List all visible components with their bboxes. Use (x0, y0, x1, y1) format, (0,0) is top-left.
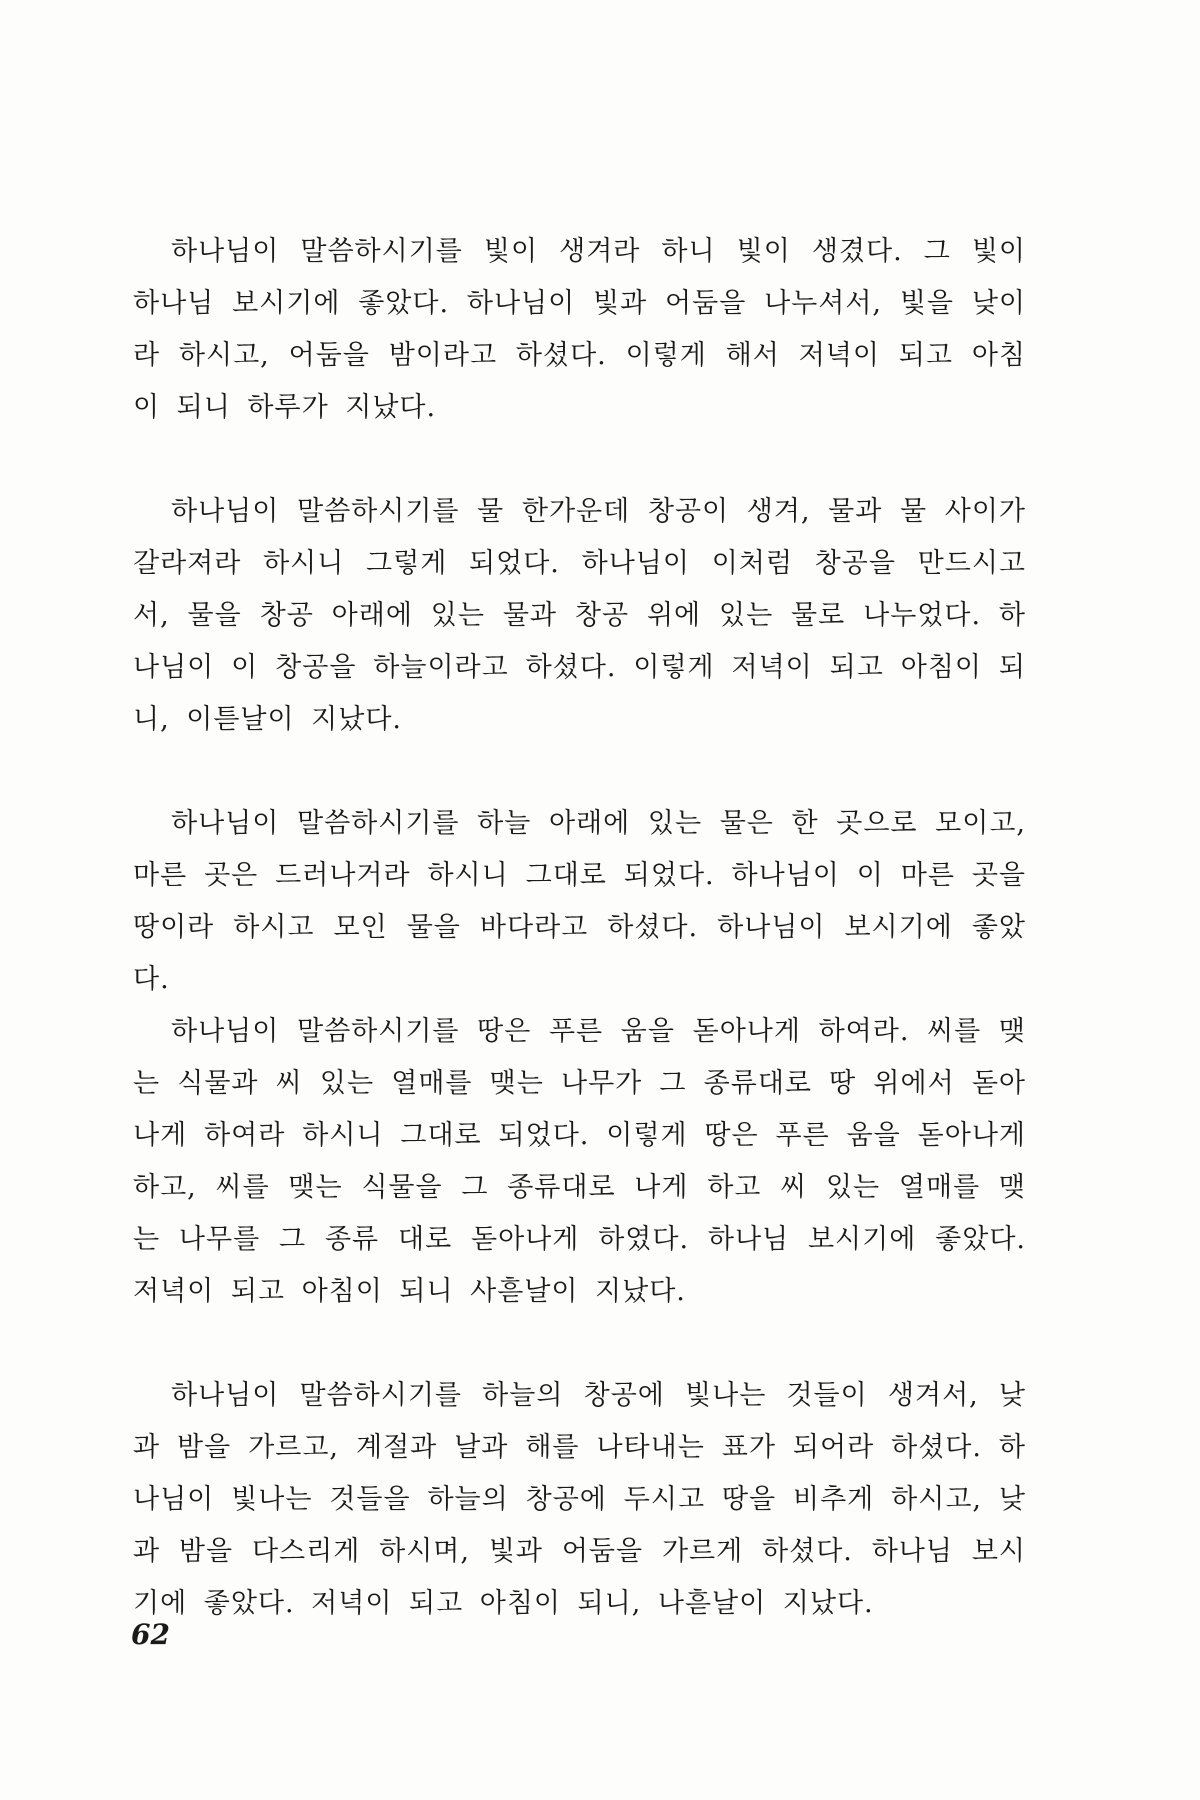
paragraph-day-3-land: 하나님이 말씀하시기를 하늘 아래에 있는 물은 한 곳으로 모이고, 마른 곳은 드러나거라 하시니 그대로 되었다. 하나님이 이 마른 곳을 땅이라 하시고 모인 물을 바다라고 하셨다. 하나님이 보시기에 좋았다. (133, 808, 1026, 995)
paragraph-day-4: 하나님이 말씀하시기를 하늘의 창공에 빛나는 것들이 생겨서, 낮과 밤을 가르고, 계절과 날과 해를 나타내는 표가 되어라 하셨다. 하나님이 빛나는 것들을 하늘의 창공에 두시고 땅을 비추게 하시고, 낮과 밤을 다스리게 하시며, 빛과 어둠을 가르게 하셨다. 하나님 보시기에 좋았다. 저녁이 되고 아침이 되니, 나흗날이 지났다. (133, 1380, 1026, 1619)
body-text (133, 226, 1026, 1630)
page-number: 62 (131, 1618, 170, 1651)
paragraph-day-3-plants: 하나님이 말씀하시기를 땅은 푸른 움을 돋아나게 하여라. 씨를 맺는 식물과 씨 있는 열매를 맺는 나무가 그 종류대로 땅 위에서 돋아나게 하여라 하시니 그대로 되었다. 이렇게 땅은 푸른 움을 돋아나게 하고, 씨를 맺는 식물을 그 종류대로 나게 하고 씨 있는 열매를 맺는 나무를 그 종류 대로 돋아나게 하였다. 하나님 보시기에 좋았다. 저녁이 되고 아침이 되니 사흗날이 지났다. (133, 1016, 1026, 1307)
paragraph-day-1: 하나님이 말씀하시기를 빛이 생겨라 하니 빛이 생겼다. 그 빛이 하나님 보시기에 좋았다. 하나님이 빛과 어둠을 나누셔서, 빛을 낮이라 하시고, 어둠을 밤이라고 하셨다. 이렇게 해서 저녁이 되고 아침이 되니 하루가 지났다. (133, 236, 1026, 423)
paragraph-day-2: 하나님이 말씀하시기를 물 한가운데 창공이 생겨, 물과 물 사이가 갈라져라 하시니 그렇게 되었다. 하나님이 이처럼 창공을 만드시고서, 물을 창공 아래에 있는 물과 창공 위에 있는 물로 나누었다. 하나님이 이 창공을 하늘이라고 하셨다. 이렇게 저녁이 되고 아침이 되니, 이튿날이 지났다. (133, 496, 1026, 735)
